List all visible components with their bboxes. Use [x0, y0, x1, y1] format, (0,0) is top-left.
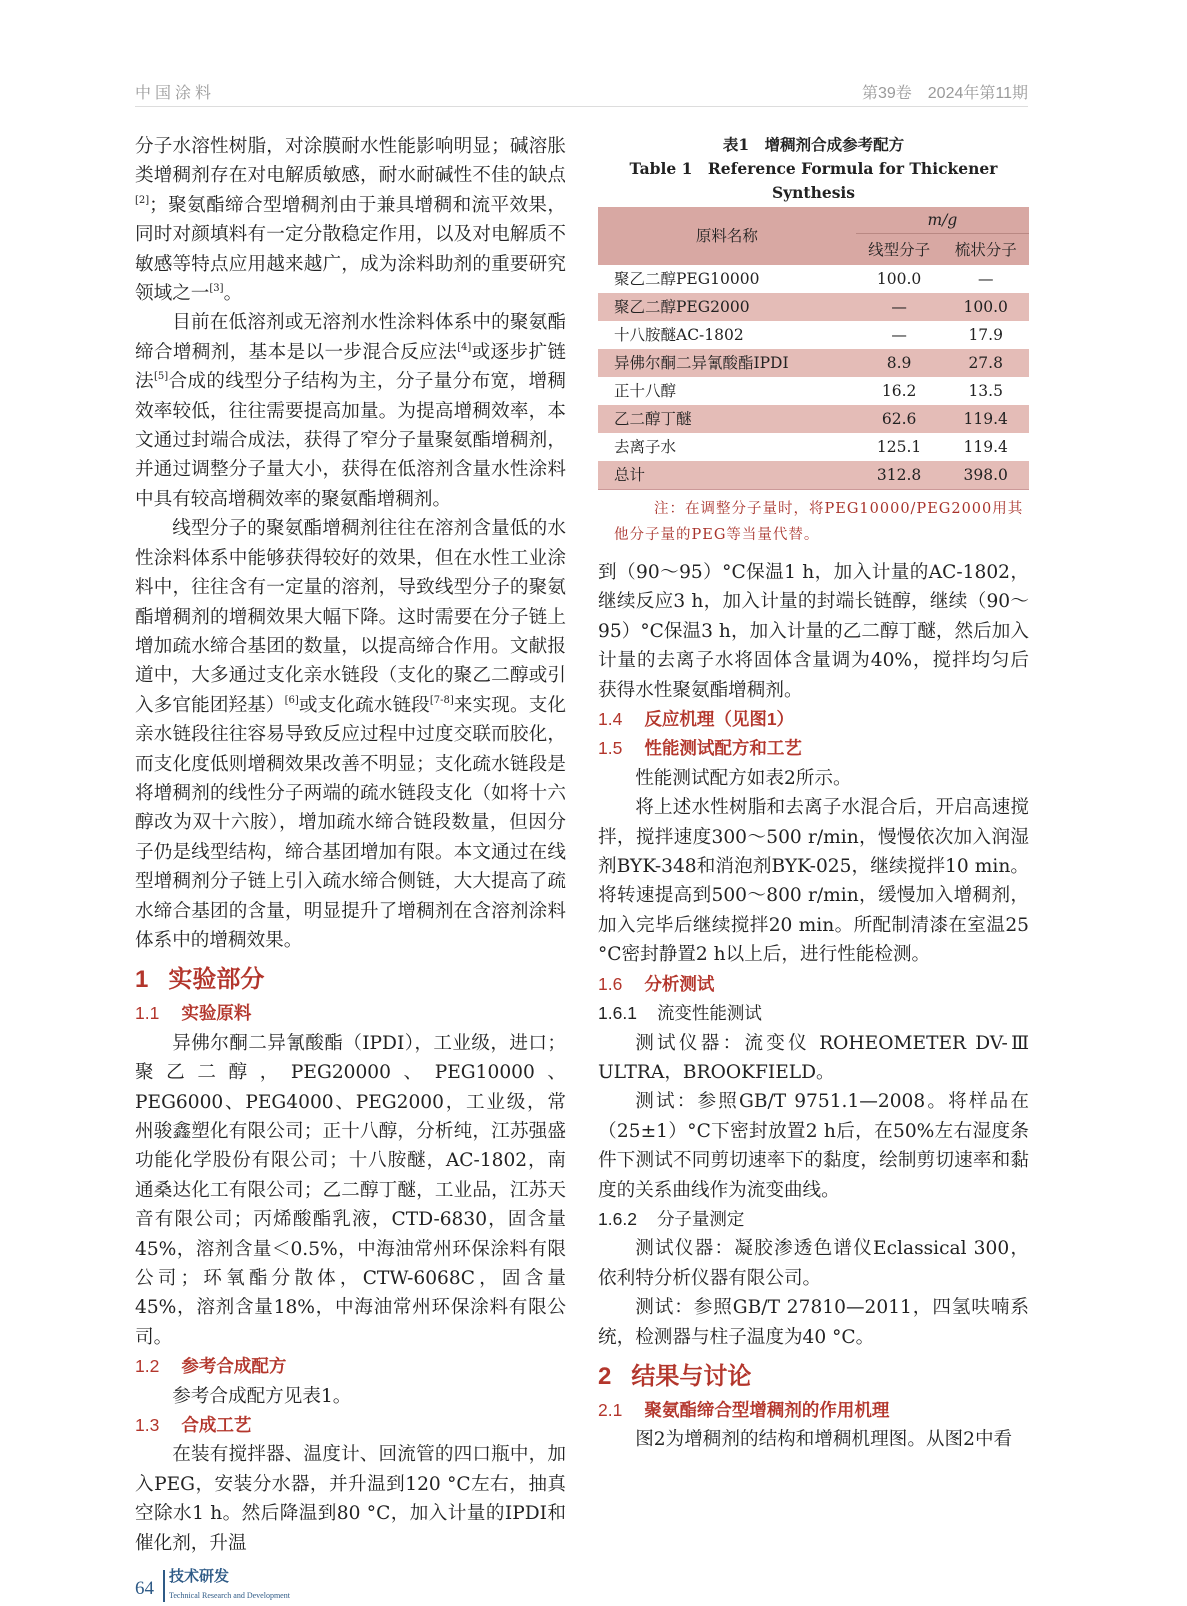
heading-text: 反应机理（见图1）	[644, 709, 795, 730]
paragraph	[135, 1440, 566, 1558]
cell-linear: 8.9	[856, 349, 943, 377]
cell-linear: 16.2	[856, 377, 943, 405]
paragraph	[135, 308, 566, 514]
heading-number: 2.1	[598, 1399, 623, 1420]
cell-material: 乙二醇丁醚	[598, 405, 856, 433]
text-run: 合成的线型分子结构为主，分子量分布宽，增稠效率较低，往往需要提高加量。为提高增稠效率，本文通过封端合成法，获得了窄分子量聚氨酯增稠剂，并通过调整分子量大小，获得在低溶剂含量水性涂料中具有较高增稠效率的聚氨酯增稠剂。	[135, 371, 566, 510]
table-1	[598, 133, 1029, 548]
heading-number: 1.6.1	[598, 1003, 637, 1024]
cell-comb: —	[942, 265, 1029, 293]
cell-comb: 27.8	[942, 349, 1029, 377]
subsection-heading	[598, 734, 1029, 763]
citation: [2]	[135, 194, 150, 206]
citation: [3]	[209, 283, 224, 295]
cell-material: 异佛尔酮二异氰酸酯IPDI	[598, 349, 856, 377]
subsubsection-heading	[598, 999, 1029, 1028]
paragraph	[598, 1425, 1029, 1454]
heading-text: 实验原料	[181, 1003, 252, 1024]
cell-linear: —	[856, 293, 943, 321]
cell-comb: 13.5	[942, 377, 1029, 405]
text-run: ；聚氨酯缔合型增稠剂由于兼具增稠和流平效果，同时对颜填料有一定分散稳定作用，以及对电解质不敏感等特点应用越来越广，成为涂料助剂的重要研究领域之一	[135, 194, 566, 305]
header-material-name: 原料名称	[598, 207, 856, 265]
cell-comb: 17.9	[942, 321, 1029, 349]
paragraph	[598, 1029, 1029, 1088]
text-run: 测试仪器：流变仪 ROHEOMETER DV-Ⅲ ULTRA，BROOKFIELD。	[598, 1032, 1029, 1083]
table-row	[598, 293, 1029, 321]
cell-linear: 62.6	[856, 405, 943, 433]
formula-table	[598, 207, 1029, 490]
page-footer	[135, 1570, 535, 1606]
table-row	[598, 461, 1029, 490]
heading-text: 结果与讨论	[631, 1362, 752, 1390]
subsection-heading	[135, 1352, 566, 1381]
heading-text: 分析测试	[644, 973, 715, 994]
cell-material: 总计	[598, 461, 856, 490]
subsection-heading	[135, 999, 566, 1028]
table-caption-cn: 表1 增稠剂合成参考配方	[722, 135, 905, 154]
volume-issue: 第39卷 2024年第11期	[861, 85, 1028, 102]
header-unit: m/g	[856, 207, 1029, 234]
paragraph	[135, 132, 566, 308]
text-run: 分子水溶性树脂，对涂膜耐水性能影响明显；碱溶胀类增稠剂存在对电解质敏感，耐水耐碱性不佳的缺点	[135, 136, 566, 187]
header-comb: 梳状分子	[942, 234, 1029, 266]
heading-text: 参考合成配方	[181, 1356, 287, 1377]
heading-number: 2	[598, 1362, 612, 1390]
text-run: 图2为增稠剂的结构和增稠机理图。从图2中看	[635, 1429, 1013, 1451]
cell-linear: 312.8	[856, 461, 943, 490]
text-run: 目前在低溶剂或无溶剂水性涂料体系中的聚氨酯缔合增稠剂，基本是以一步混合反应法	[135, 312, 566, 363]
paragraph	[598, 1087, 1029, 1205]
text-run: 性能测试配方如表2所示。	[635, 767, 852, 789]
cell-material: 十八胺醚AC-1802	[598, 321, 856, 349]
heading-number: 1	[135, 966, 149, 994]
heading-text: 合成工艺	[181, 1415, 252, 1436]
running-header	[135, 84, 1028, 107]
cell-comb: 398.0	[942, 461, 1029, 490]
text-run: 线型分子的聚氨酯增稠剂往往在溶剂含量低的水性涂料体系中能够获得较好的效果，但在水性工业涂料中，往往含有一定量的溶剂，导致线型分子的聚氨酯增稠剂的增稠效果大幅下降。这时需要在分子链上增加疏水缔合基团的数量，以提高缔合作用。文献报道中，大多通过支化亲水链段（支化的聚乙二醇或引入多官能团羟基）	[135, 518, 566, 716]
text-run: 将上述水性树脂和去离子水混合后，开启高速搅拌，搅拌速度300～500 r/min，慢慢依次加入润湿剂BYK-348和消泡剂BYK-025，继续搅拌10 min。将转速提高到500～800 r/min，缓慢加入增稠剂，加入完毕后继续搅拌20 min。所配制清漆在室温25 °C密封静置2 h以上后，进行性能检测。	[598, 797, 1029, 966]
table-row	[598, 321, 1029, 349]
paragraph	[598, 764, 1029, 793]
header-linear: 线型分子	[856, 234, 943, 266]
cell-material: 去离子水	[598, 433, 856, 461]
cell-material: 聚乙二醇PEG10000	[598, 265, 856, 293]
text-run: 或逐步扩链法	[135, 341, 566, 393]
cell-linear: —	[856, 321, 943, 349]
citation: [5]	[153, 371, 169, 383]
table-row	[598, 433, 1029, 461]
text-run: 。	[223, 283, 243, 305]
cell-comb: 119.4	[942, 405, 1029, 433]
left-column	[135, 132, 566, 1558]
citation: [4]	[457, 341, 472, 353]
cell-comb: 100.0	[942, 293, 1029, 321]
footer-divider	[163, 1570, 165, 1602]
heading-number: 1.5	[598, 738, 623, 759]
text-run: 在装有搅拌器、温度计、回流管的四口瓶中，加入PEG，安装分水器，并升温到120 °C左右，抽真空除水1 h。然后降温到80 °C，加入计量的IPDI和催化剂，升温	[135, 1444, 566, 1554]
section-heading	[598, 1360, 1029, 1394]
heading-number: 1.3	[135, 1415, 160, 1436]
text-run: 测试：参照GB/T 27810—2011，四氢呋喃系统，检测器与柱子温度为40 °C。	[598, 1297, 1029, 1348]
heading-text: 流变性能测试	[656, 1003, 762, 1024]
subsection-heading	[598, 970, 1029, 999]
subsection-heading	[135, 1411, 566, 1440]
cell-linear: 125.1	[856, 433, 943, 461]
paragraph	[598, 558, 1029, 705]
section-heading	[135, 963, 566, 997]
heading-text: 分子量测定	[656, 1208, 745, 1229]
subsection-heading	[598, 705, 1029, 734]
paragraph	[598, 793, 1029, 969]
section-name-en: Technical Research and Development	[169, 1591, 290, 1600]
right-column	[598, 558, 1029, 1455]
subsection-heading	[598, 1396, 1029, 1425]
heading-text: 实验部分	[168, 966, 265, 994]
text-run: 异佛尔酮二异氰酸酯（IPDI），工业级，进口；聚乙二醇，PEG20000、PEG10000、PEG6000、PEG4000、PEG2000，工业级，常州骏鑫塑化有限公司；正十八醇，分析纯，江苏强盛功能化学股份有限公司；十八胺醚，AC-1802，南通桑达化工有限公司；乙二醇丁醚，工业品，江苏天音有限公司；丙烯酸酯乳液，CTD-6830，固含量45%，溶剂含量＜0.5%，中海油常州环保涂料有限公司；环氧酯分散体，CTW-6068C，固含量45%，溶剂含量18%，中海油常州环保涂料有限公司。	[135, 1032, 566, 1348]
citation: [7-8]	[429, 694, 454, 706]
paragraph	[598, 1293, 1029, 1352]
heading-number: 1.1	[135, 1003, 160, 1024]
table-row	[598, 265, 1029, 293]
table-row	[598, 377, 1029, 405]
heading-text: 性能测试配方和工艺	[644, 738, 802, 759]
table-row	[598, 405, 1029, 433]
journal-name: 中国涂料	[135, 85, 216, 102]
text-run: 来实现。支化亲水链段往往容易导致反应过程中过度交联而胶化，而支化度低则增稠效果改善不明显；支化疏水链段是将增稠剂的线性分子两端的疏水链段支化（如将十六醇改为双十六胺），增加疏水缔合链段数量，但因分子仍是线型结构，缔合基团增加有限。本文通过在线型增稠剂分子链上引入疏水缔合侧链，大大提高了疏水缔合基团的含量，明显提升了增稠剂在含溶剂涂料体系中的增稠效果。	[135, 694, 566, 951]
section-name-cn: 技术研发	[169, 1568, 230, 1585]
cell-material: 聚乙二醇PEG2000	[598, 293, 856, 321]
text-run: 或支化疏水链段	[298, 694, 430, 716]
cell-linear: 100.0	[856, 265, 943, 293]
text-run: 参考合成配方见表1。	[172, 1385, 352, 1407]
table-row	[598, 349, 1029, 377]
heading-number: 1.6.2	[598, 1208, 637, 1229]
table-note: 注：在调整分子量时，将PEG10000/PEG2000用其他分子量的PEG等当量代替。	[614, 501, 1024, 543]
heading-text: 聚氨酯缔合型增稠剂的作用机理	[644, 1399, 890, 1420]
heading-number: 1.6	[598, 973, 623, 994]
paragraph	[135, 1382, 566, 1411]
heading-number: 1.4	[598, 709, 623, 730]
paragraph	[135, 514, 566, 955]
text-run: 测试：参照GB/T 9751.1—2008。将样品在（25±1）°C下密封放置2 h后，在50%左右湿度条件下测试不同剪切速率下的黏度，绘制剪切速率和黏度的关系曲线作为流变曲线。	[598, 1091, 1029, 1201]
citation: [6]	[284, 694, 299, 706]
cell-comb: 119.4	[942, 433, 1029, 461]
cell-material: 正十八醇	[598, 377, 856, 405]
heading-number: 1.2	[135, 1356, 160, 1377]
text-run: 到（90～95）°C保温1 h，加入计量的AC-1802，继续反应3 h，加入计量的封端长链醇，继续（90～95）°C保温3 h，加入计量的乙二醇丁醚，然后加入计量的去离子水将固体含量调为40%，搅拌均匀后获得水性聚氨酯增稠剂。	[598, 562, 1029, 701]
table-caption-en: Table 1 Reference Formula for Thickener Synthesis	[629, 159, 998, 202]
subsubsection-heading	[598, 1205, 1029, 1234]
paragraph	[598, 1234, 1029, 1293]
paragraph	[135, 1029, 566, 1352]
page-number: 64	[135, 1578, 154, 1599]
text-run: 测试仪器：凝胶渗透色谱仪Eclassical 300，依利特分析仪器有限公司。	[598, 1238, 1029, 1289]
